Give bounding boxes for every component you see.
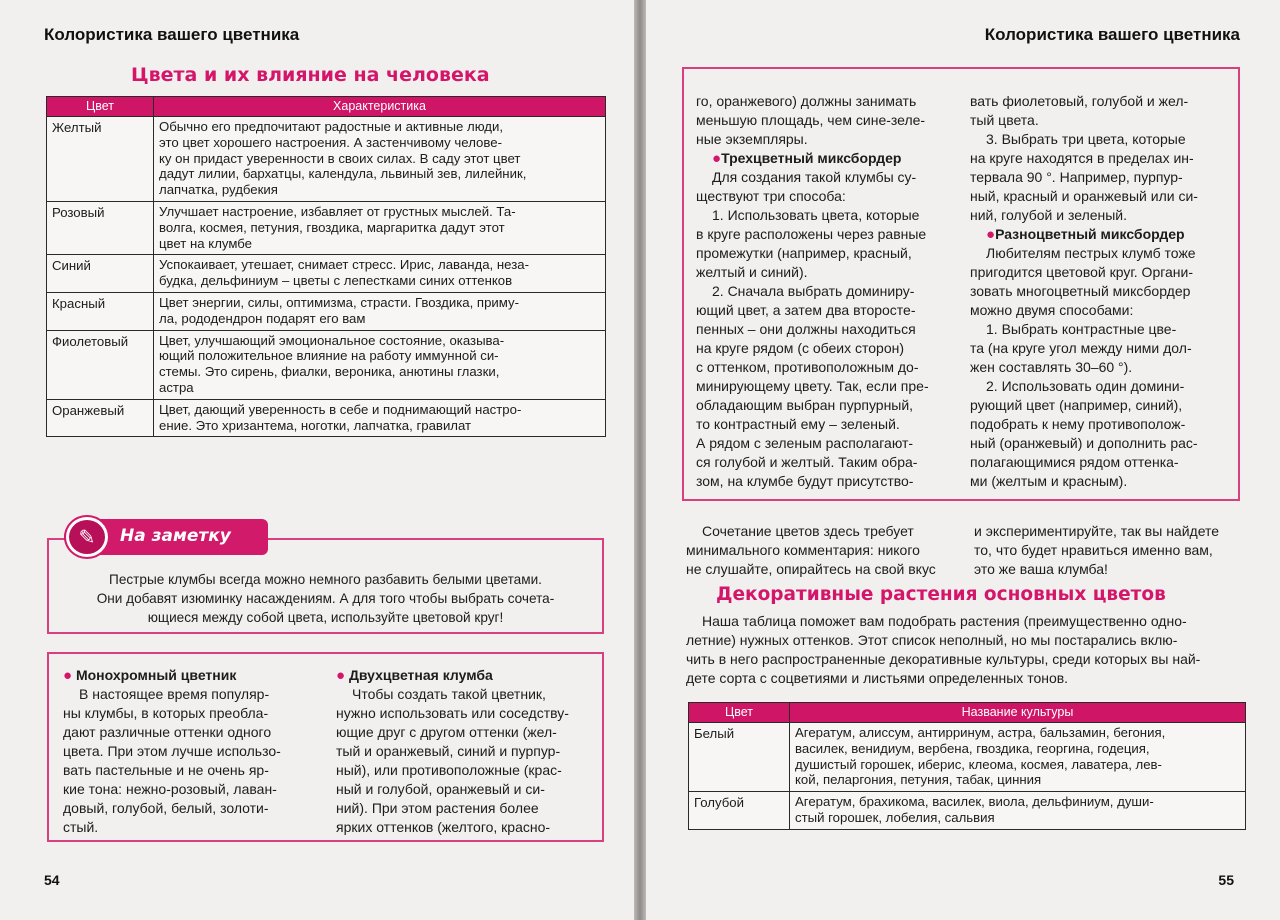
text-line: та (на круге угол между ними дол- [970, 340, 1192, 356]
text-line: и экспериментируйте, так вы найдете [974, 523, 1220, 539]
two-color-column [336, 666, 592, 837]
cell-description [790, 792, 1246, 830]
cell-line: душистый горошек, иберис, клеома, космея, лаватера, лев- [795, 756, 1162, 772]
table-row [47, 201, 606, 254]
table-header-color: Цвет [47, 97, 154, 117]
bullet-icon: ● [986, 226, 996, 243]
monochrome-heading-text: Монохромный цветник [75, 667, 237, 683]
text-line: Любителям пестрых клумб тоже [986, 245, 1196, 261]
text-line: минирующему цвету. Так, если пре- [696, 378, 929, 394]
text-line: ный), или противоположные (крас- [336, 762, 562, 778]
cell-line: василек, венидиум, вербена, гвоздика, георгина, годеция, [795, 740, 1150, 756]
text-line: ные экземпляры. [696, 131, 808, 147]
text-line: летние) нужных оттенков. Этот список неполный, но мы постарались вклю- [686, 632, 1178, 648]
two-color-text [336, 685, 592, 837]
text-line: жен составлять 30–60 °). [970, 359, 1133, 375]
table-row [689, 792, 1246, 830]
text-line: можно двумя способами: [970, 302, 1134, 318]
table-row [689, 723, 1246, 792]
cell-line: Цвет энергии, силы, оптимизма, страсти. Гвоздика, приму- [159, 294, 519, 310]
cell-color-name: Синий [47, 255, 154, 293]
text-line: кие тона: нежно-розовый, лаван- [63, 781, 277, 797]
cell-description [154, 201, 606, 254]
table-header-characteristic: Характеристика [154, 97, 606, 117]
running-head-right: Колористика вашего цветника [984, 25, 1240, 44]
text-line: 1. Выбрать контрастные цве- [986, 321, 1177, 337]
table-header-color: Цвет [689, 703, 790, 723]
monochrome-column [63, 666, 318, 837]
text-line: на круге рядом (с обеих сторон) [696, 340, 905, 356]
running-head-left: Колористика вашего цветника [44, 25, 300, 44]
text-line: ярких оттенков (желтого, красно- [336, 819, 551, 835]
colors-table-body [47, 117, 606, 437]
colors-table [46, 96, 606, 437]
page-number-right: 55 [1218, 872, 1234, 888]
cell-line: Обычно его предпочитают радостные и активные люди, [159, 119, 504, 134]
text-line: зовать многоцветный миксбордер [970, 283, 1191, 299]
text-line: нужно использовать или соседству- [336, 705, 569, 721]
text-line: ющие друг с другом оттенки (жел- [336, 724, 557, 740]
cell-line: ку он придаст уверенности в своих силах. В саду этот цвет [159, 150, 521, 166]
text-line: ющий цвет, а затем два второсте- [696, 302, 916, 318]
text-line: Наша таблица поможет вам подобрать растения (преимущественно одно- [702, 613, 1187, 629]
comment-text-1 [686, 522, 958, 579]
text-line: 2. Сначала выбрать доминиру- [712, 283, 915, 299]
comment-text-2 [974, 522, 1246, 579]
cell-color-name: Красный [47, 292, 154, 330]
subheading-text: Разноцветный миксбордер [995, 226, 1185, 242]
plants-table-body [689, 723, 1246, 830]
text-line: зом, на клумбе будут присутство- [696, 473, 914, 489]
subheading-text: Трехцветный миксбордер [721, 150, 902, 166]
text-line: пенных – они должны находиться [696, 321, 916, 337]
text-line: ны клумбы, в которых преобла- [63, 705, 269, 721]
text-line: вать пастельные и не очень яр- [63, 762, 269, 778]
text-line: то, что будет нравиться именно вам, [974, 542, 1213, 558]
cell-line: Агератум, брахикома, василек, виола, дельфиниум, души- [795, 794, 1154, 810]
note-label: На заметку [64, 519, 268, 555]
text-line: стый. [63, 819, 99, 835]
bullet-icon: ● [63, 667, 73, 684]
cell-line: это цвет хорошего настроения. А застенчивому челове- [159, 134, 502, 150]
text-line: го, оранжевого) должны занимать [696, 93, 917, 109]
box-column-2 [970, 92, 1228, 491]
cell-line: Агератум, алиссум, антирринум, астра, бальзамин, бегония, [795, 725, 1166, 740]
text-line: тый цвета. [970, 112, 1039, 128]
cell-line: кой, пеларгония, петуния, табак, цинния [795, 772, 1042, 788]
text-line: вать фиолетовый, голубой и жел- [970, 93, 1189, 109]
cell-description [154, 255, 606, 293]
two-color-heading-text: Двухцветная клумба [348, 667, 493, 683]
cell-line: ла, рододендрон подарят его вам [159, 310, 366, 326]
section-title-decorative-plants: Декоративные растения основных цветов [716, 584, 1166, 605]
book-gutter [634, 0, 646, 920]
note-line: Они добавят изюминку насаждениям. А для того чтобы выбрать сочета- [96, 591, 555, 606]
cell-line: Улучшает настроение, избавляет от грустных мыслей. Та- [159, 203, 516, 219]
bullet-icon: ● [336, 667, 346, 684]
text-line: ний, голубой и зеленый. [970, 207, 1128, 223]
text-line: ми (желтым и красным). [970, 473, 1128, 489]
table-header-plant-name: Название культуры [790, 703, 1246, 723]
text-line: не слушайте, опирайтесь на свой вкус [686, 561, 936, 577]
text-line: дают различные оттенки одного [63, 724, 272, 740]
text-line: А рядом с зеленым располагают- [696, 435, 914, 451]
text-line: меньшую площадь, чем сине-зеле- [696, 112, 926, 128]
text-line: рующий цвет (например, синий), [970, 397, 1183, 413]
page-number-left: 54 [44, 872, 60, 888]
cell-line: стый горошек, лобелия, сальвия [795, 809, 995, 825]
cell-line: будка, дельфиниум – цветы с лепестками синих оттенков [159, 273, 513, 289]
cell-line: цвет на клумбе [159, 235, 253, 251]
cell-line: астра [159, 379, 194, 395]
text-line: на круге находятся в пределах ин- [970, 150, 1194, 166]
note-line: Пестрые клумбы всегда можно немного разбавить белыми цветами. [109, 572, 542, 587]
text-line: ный (оранжевый) и дополнить рас- [970, 435, 1198, 451]
cell-line: Успокаивает, утешает, снимает стресс. Ирис, лаванда, неза- [159, 257, 529, 273]
text-line: подобрать к нему противополож- [970, 416, 1186, 432]
text-line: ный, красный и оранжевый или си- [970, 188, 1198, 204]
section-title-colors-influence: Цвета и их влияние на человека [131, 64, 490, 86]
text-line: пригодится цветовой круг. Органи- [970, 264, 1194, 280]
cell-color-name: Голубой [689, 792, 790, 830]
text-line: чить в него распространенные декоративные культуры, среди которых вы най- [686, 651, 1201, 667]
cell-description [790, 723, 1246, 792]
cell-line: ение. Это хризантема, ноготки, лапчатка, гравилат [159, 417, 472, 433]
note-text [60, 570, 591, 627]
cell-line: ющий положительное влияние на работу иммунной си- [159, 348, 499, 364]
text-line: с оттенком, противоположным до- [696, 359, 919, 375]
monochrome-heading [63, 666, 318, 685]
text-line: В настоящее время популяр- [79, 686, 270, 702]
cell-color-name: Оранжевый [47, 399, 154, 437]
cell-color-name: Розовый [47, 201, 154, 254]
text-line: то контрастный ему – зеленый. [696, 416, 900, 432]
text-line: ществуют три способа: [696, 188, 846, 204]
text-line: 1. Использовать цвета, которые [712, 207, 920, 223]
bullet-icon: ● [712, 150, 722, 167]
cell-line: дадут лилии, бархатцы, календула, львиный зев, лилейник, [159, 166, 527, 182]
intro-text [686, 612, 1246, 688]
pencil-icon: ✎ [66, 517, 108, 557]
cell-color-name: Фиолетовый [47, 330, 154, 399]
table-row [47, 399, 606, 437]
text-line: промежутки (например, красный, [696, 245, 912, 261]
cell-description [154, 330, 606, 399]
text-line: Чтобы создать такой цветник, [352, 686, 546, 702]
text-line: в круге расположены через равные [696, 226, 927, 242]
subheading [696, 149, 954, 168]
cell-line: Цвет, дающий уверенность в себе и поднимающий настро- [159, 401, 522, 417]
monochrome-text [63, 685, 318, 837]
text-line: ний). При этом растения более [336, 800, 539, 816]
text-line: цвета. При этом лучше использо- [63, 743, 281, 759]
cell-color-name: Желтый [47, 117, 154, 202]
text-line: Сочетание цветов здесь требует [702, 523, 914, 539]
cell-line: Цвет, улучшающий эмоциональное состояние, оказыва- [159, 332, 505, 348]
cell-line: стемы. Это сирень, фиалки, вероника, анютины глазки, [159, 364, 500, 380]
table-row [47, 292, 606, 330]
cell-description [154, 117, 606, 202]
text-line: дете сорта с соцветиями и листьями определенных тонов. [686, 670, 1069, 686]
two-color-heading [336, 666, 592, 685]
text-line: тый и оранжевый, синий и пурпур- [336, 743, 561, 759]
text-line: полагающимися рядом оттенка- [970, 454, 1179, 470]
text-line: ся голубой и желтый. Таким обра- [696, 454, 918, 470]
subheading [970, 225, 1228, 244]
text-line: тервала 90 °. Например, пурпур- [970, 169, 1183, 185]
cell-description [154, 292, 606, 330]
text-line: желтый и синий). [696, 264, 808, 280]
cell-description [154, 399, 606, 437]
cell-line: лапчатка, рудбекия [159, 182, 278, 198]
text-line: это же ваша клумба! [974, 561, 1108, 577]
table-row [47, 255, 606, 293]
left-page [0, 0, 634, 920]
text-line: довый, голубой, белый, золоти- [63, 800, 269, 816]
text-line: 3. Выбрать три цвета, которые [986, 131, 1186, 147]
table-row [47, 330, 606, 399]
right-page [646, 0, 1280, 920]
note-line: ющиеся между собой цвета, используйте цветовой круг! [147, 610, 504, 625]
text-line: обладающим выбран пурпурный, [696, 397, 914, 413]
cell-line: волга, космея, петуния, гвоздика, маргаритка дадут этот [159, 219, 505, 235]
text-line: минимального комментария: никого [686, 542, 920, 558]
text-line: ный и голубой, оранжевый и си- [336, 781, 545, 797]
box-column-1 [696, 92, 954, 491]
text-line: Для создания такой клумбы су- [712, 169, 917, 185]
plants-table [688, 702, 1246, 830]
table-row [47, 117, 606, 202]
text-line: 2. Использовать один домини- [986, 378, 1185, 394]
cell-color-name: Белый [689, 723, 790, 792]
